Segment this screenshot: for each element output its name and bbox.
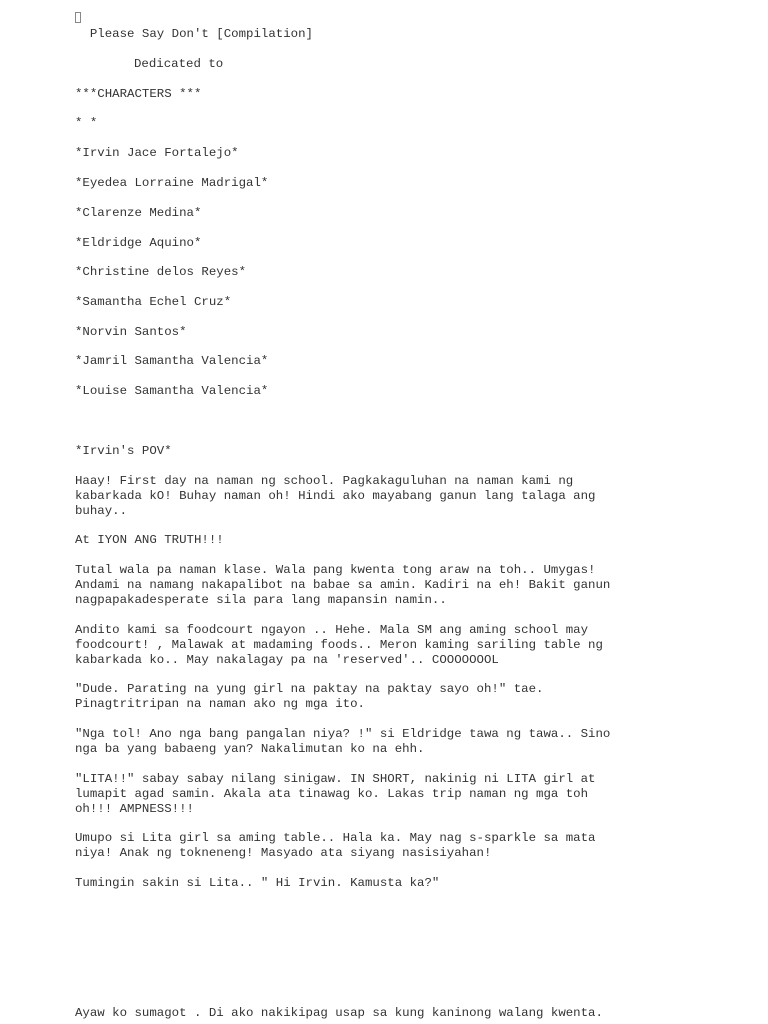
dedication-line: Dedicated to — [134, 57, 224, 71]
paragraph-line: niya! Anak ng tokneneng! Masyado ata siyang nasisiyahan! — [75, 846, 492, 860]
character-item: *Clarenze Medina* — [75, 206, 202, 220]
paragraph-line: "Nga tol! Ano nga bang pangalan niya? !" si Eldridge tawa ng tawa.. Sino — [75, 727, 611, 741]
last-line: Ayaw ko sumagot . Di ako nakikipag usap sa kung kaninong walang kwenta. — [75, 1006, 603, 1020]
paragraph-line: kabarkada ko.. May nakalagay pa na 'reserved'.. COOOOOOOL — [75, 653, 499, 667]
character-item: *Jamril Samantha Valencia* — [75, 354, 269, 368]
paragraph-line: "LITA!!" sabay sabay nilang sinigaw. IN SHORT, nakinig ni LITA girl at — [75, 772, 596, 786]
paragraph-line: foodcourt! , Malawak at madaming foods.. Meron kaming sariling table ng — [75, 638, 603, 652]
character-item: *Norvin Santos* — [75, 325, 187, 339]
paragraph-line: lumapit agad samin. Akala ata tinawag ko. Lakas trip naman ng mga toh — [75, 787, 589, 801]
character-item: *Samantha Echel Cruz* — [75, 295, 232, 309]
paragraph-line: Tumingin sakin si Lita.. " Hi Irvin. Kamusta ka?" — [75, 876, 440, 890]
paragraph-line: nagpapakadesperate sila para lang mapansin namin.. — [75, 593, 447, 607]
paragraph-line: "Dude. Parating na yung girl na paktay na paktay sayo oh!" tae. — [75, 682, 544, 696]
missing-glyph-icon — [75, 12, 81, 23]
paragraph-line: Haay! First day na naman ng school. Pagkakaguluhan na naman kami ng — [75, 474, 574, 488]
characters-heading: ***CHARACTERS *** — [75, 87, 202, 101]
paragraph-line: Tutal wala pa naman klase. Wala pang kwenta tong araw na toh.. Umygas! — [75, 563, 596, 577]
paragraph-line: kabarkada kO! Buhay naman oh! Hindi ako mayabang ganun lang talaga ang — [75, 489, 596, 503]
pov-heading: *Irvin's POV* — [75, 444, 172, 458]
separator-line: * * — [75, 116, 98, 130]
paragraph-line: Andito kami sa foodcourt ngayon .. Hehe. Mala SM ang aming school may — [75, 623, 589, 637]
paragraph-line: Umupo si Lita girl sa aming table.. Hala ka. May nag s-sparkle sa mata — [75, 831, 596, 845]
character-item: *Irvin Jace Fortalejo* — [75, 146, 239, 160]
character-item: *Louise Samantha Valencia* — [75, 384, 269, 398]
paragraph-line: At IYON ANG TRUTH!!! — [75, 533, 224, 547]
paragraph-line: nga ba yang babaeng yan? Nakalimutan ko na ehh. — [75, 742, 425, 756]
document-title: Please Say Don't [Compilation] — [75, 27, 313, 41]
paragraph-line: Andami na namang nakapalibot na babae sa amin. Kadiri na eh! Bakit ganun — [75, 578, 611, 592]
character-item: *Eldridge Aquino* — [75, 236, 202, 250]
paragraph-line: Pinagtritripan na naman ako ng mga ito. — [75, 697, 365, 711]
paragraph-line: buhay.. — [75, 504, 128, 518]
character-item: *Eyedea Lorraine Madrigal* — [75, 176, 269, 190]
paragraph-line: oh!!! AMPNESS!!! — [75, 802, 194, 816]
character-item: *Christine delos Reyes* — [75, 265, 247, 279]
